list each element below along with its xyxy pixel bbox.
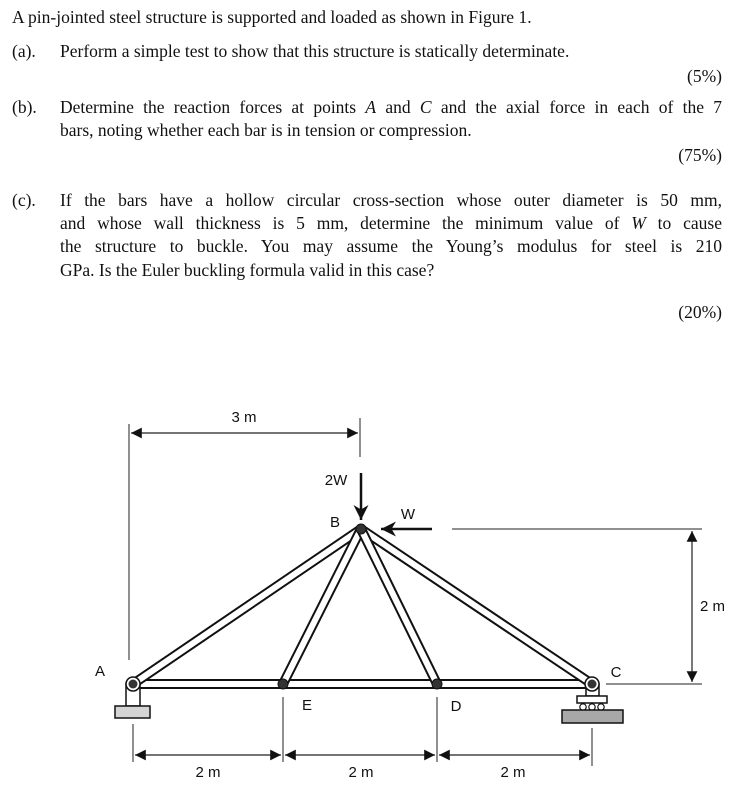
- dim-label-ed: 2 m: [348, 764, 374, 781]
- load-w-ref: W: [631, 213, 646, 233]
- text-segment: and the axial force in each of the 7: [431, 97, 722, 117]
- node-label-a: A: [94, 663, 106, 680]
- truss-bars: [133, 529, 592, 684]
- question-a-label: (a).: [12, 41, 36, 61]
- node-label-c: C: [610, 664, 622, 681]
- node-label-d: D: [450, 698, 462, 715]
- dimension-top-span: [129, 409, 360, 660]
- point-c-ref: C: [419, 97, 432, 117]
- intro-text: A pin-jointed steel structure is supported and loaded as shown in Figure 1.: [12, 7, 532, 27]
- text-segment: Determine the reaction forces at points: [60, 97, 366, 117]
- node-label-b: B: [329, 514, 341, 531]
- question-b-line2: bars, noting whether each bar is in tension or compression.: [60, 120, 472, 140]
- text-segment: and: [376, 97, 420, 117]
- question-c-marks: (20%): [678, 302, 722, 322]
- joint-e: [278, 679, 288, 689]
- load-horizontal-w: [381, 506, 432, 529]
- dim-label-height: 2 m: [700, 598, 726, 615]
- load-vertical-2w: [325, 472, 361, 520]
- joint-d: [432, 679, 442, 689]
- dim-label-dc: 2 m: [500, 764, 526, 781]
- question-c-line1: If the bars have a hollow circular cross-section whose outer diameter is 50 mm,: [60, 190, 722, 210]
- text-segment: and whose wall thickness is 5 mm, determine the minimum value of: [60, 213, 632, 233]
- dim-label-top-span: 3 m: [231, 409, 257, 426]
- joint-b: [356, 524, 366, 534]
- question-c-label: (c).: [12, 190, 36, 210]
- question-a-text: Perform a simple test to show that this structure is statically determinate.: [60, 41, 570, 61]
- node-label-e: E: [301, 697, 313, 714]
- load-label-2w: 2W: [324, 472, 348, 489]
- question-c-line3: the structure to buckle. You may assume the Young’s modulus for steel is 210: [60, 236, 722, 256]
- dimension-height: [452, 529, 725, 684]
- text-segment: to cause: [645, 213, 722, 233]
- question-a-marks: (5%): [687, 66, 722, 86]
- question-b-marks: (75%): [678, 145, 722, 165]
- question-b-label: (b).: [12, 97, 37, 117]
- question-c-line4: GPa. Is the Euler buckling formula valid in this case?: [60, 260, 435, 280]
- load-label-w: W: [400, 506, 416, 523]
- point-a-ref: A: [365, 97, 377, 117]
- dimension-bottom: [133, 697, 592, 781]
- dim-label-ae: 2 m: [195, 764, 221, 781]
